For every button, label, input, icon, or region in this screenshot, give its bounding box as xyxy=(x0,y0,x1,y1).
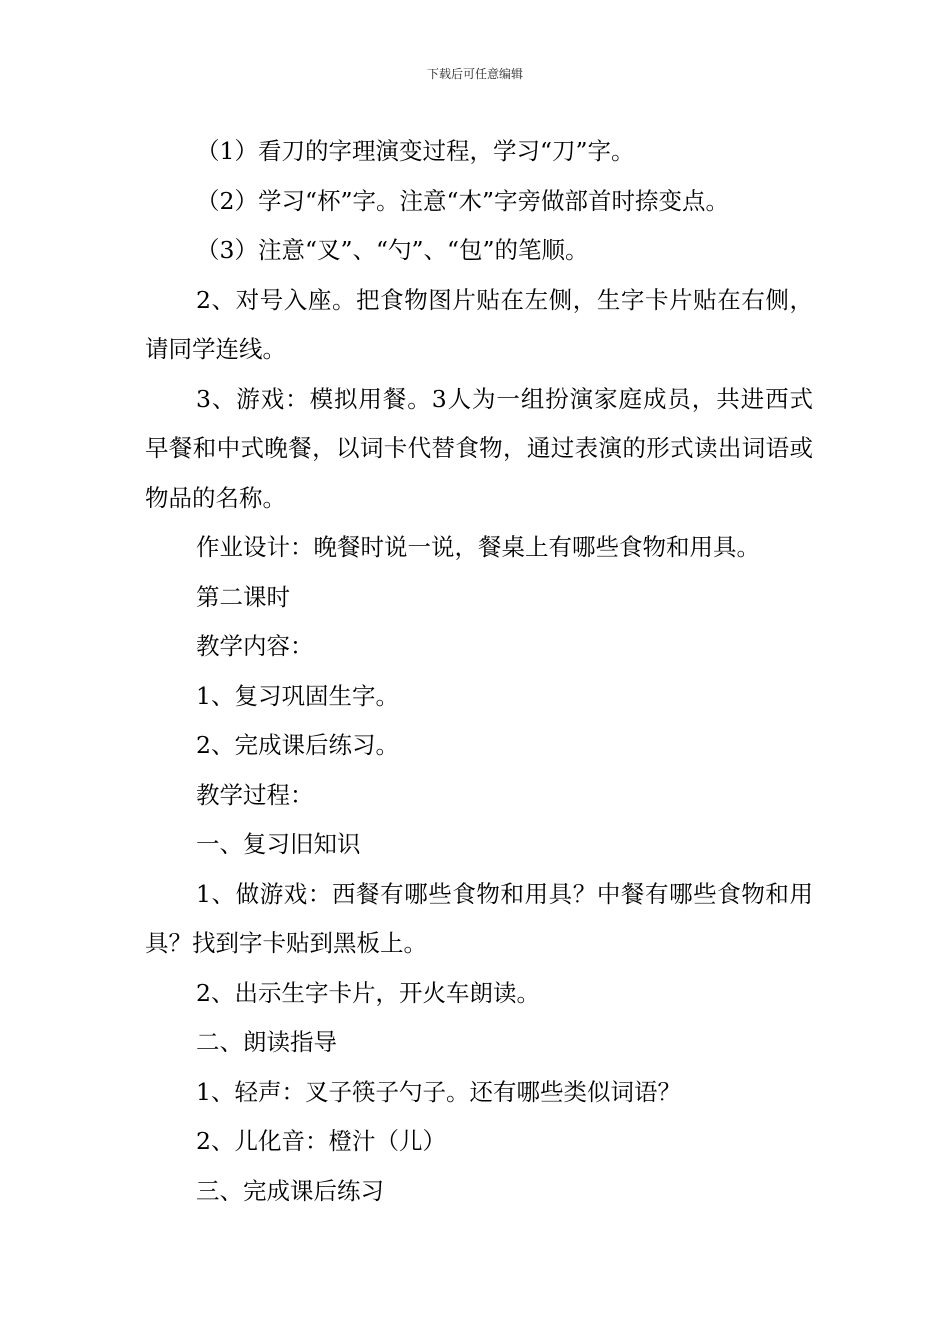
page-header: 下载后可任意编辑 xyxy=(426,67,523,81)
paragraph: （3）注意“叉”、“勺”、“包”的笔顺。 xyxy=(196,236,589,264)
paragraph: 3、游戏：模拟用餐。3人为一组扮演家庭成员，共进西式早餐和中式晚餐，以词卡代替食物，通过表演的形式读出词语或物品的名称。 xyxy=(145,384,813,512)
paragraph: 2、对号入座。把食物图片贴在左侧，生字卡片贴在右侧，请同学连线。 xyxy=(145,285,813,363)
section-heading: 一、复习旧知识 xyxy=(196,830,361,858)
section-heading: 教学过程： xyxy=(196,780,314,809)
paragraph: 2、完成课后练习。 xyxy=(196,731,399,759)
section-heading: 教学内容： xyxy=(196,632,314,660)
section-heading: 三、完成课后练习 xyxy=(196,1176,384,1205)
paragraph: 1、复习巩固生字。 xyxy=(196,681,399,710)
paragraph: 1、轻声：叉子筷子勺子。还有哪些类似词语？ xyxy=(196,1077,681,1106)
section-heading: 第二课时 xyxy=(196,582,290,611)
paragraph: 1、做游戏：西餐有哪些食物和用具？中餐有哪些食物和用具？找到字卡贴到黑板上。 xyxy=(145,879,813,957)
section-heading: 二、朗读指导 xyxy=(196,1028,337,1056)
document-body xyxy=(145,127,813,1216)
paragraph: （2）学习“杯”字。注意“木”字旁做部首时捺变点。 xyxy=(196,186,730,215)
paragraph: 2、儿化音：橙汁（儿） xyxy=(196,1127,446,1155)
paragraph: 2、出示生字卡片，开火车朗读。 xyxy=(196,978,540,1007)
paragraph: 作业设计：晚餐时说一说，餐桌上有哪些食物和用具。 xyxy=(196,533,760,561)
paragraph: （1）看刀的字理演变过程，学习“刀”字。 xyxy=(196,137,635,165)
